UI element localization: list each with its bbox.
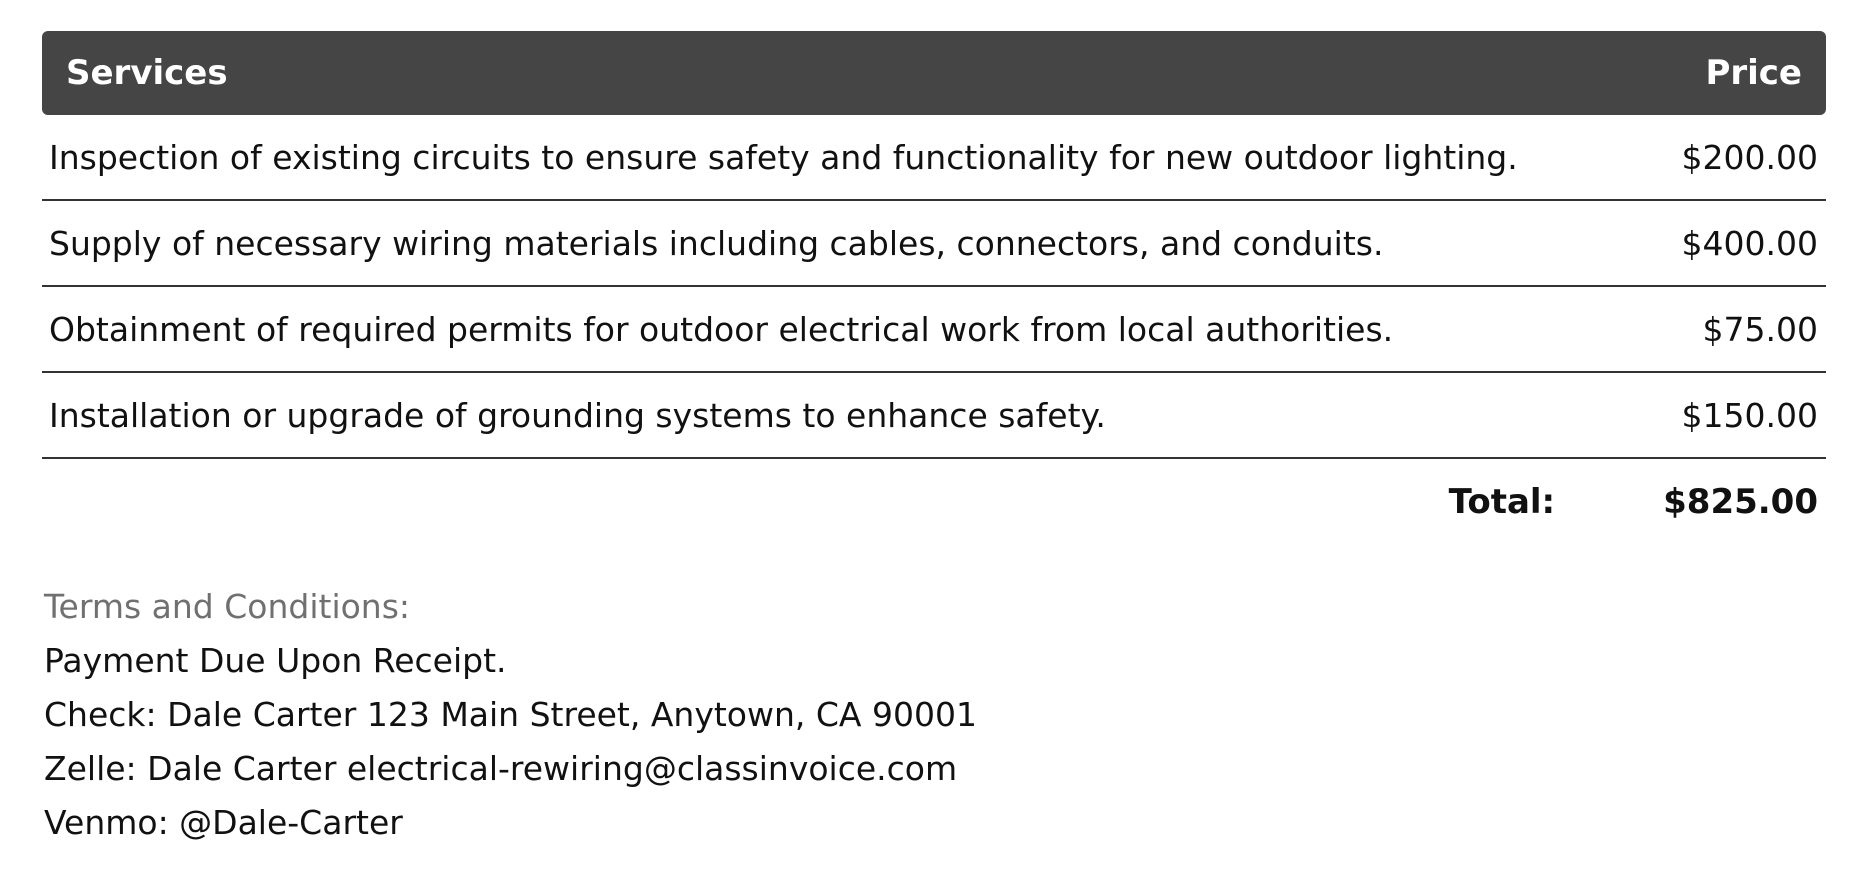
check-payment-line: Check: Dale Carter 123 Main Street, Anytown, CA 90001: [44, 695, 977, 734]
service-description: Inspection of existing circuits to ensure safety and functionality for new outdoor lighting.: [49, 137, 1518, 177]
table-row: [42, 287, 1826, 373]
service-description: Supply of necessary wiring materials including cables, connectors, and conduits.: [49, 223, 1384, 263]
service-price: $150.00: [1681, 395, 1818, 435]
table-header: [42, 31, 1826, 115]
terms-section: [44, 580, 1244, 850]
price-column-header: Price: [1705, 53, 1802, 93]
table-row: [42, 201, 1826, 287]
total-label: Total:: [1448, 482, 1556, 522]
services-column-header: Services: [66, 53, 228, 93]
service-price: $400.00: [1681, 223, 1818, 263]
table-row: [42, 373, 1826, 459]
service-price: $200.00: [1681, 137, 1818, 177]
service-description: Installation or upgrade of grounding systems to enhance safety.: [49, 395, 1106, 435]
table-row: [42, 115, 1826, 201]
service-description: Obtainment of required permits for outdoor electrical work from local authorities.: [49, 309, 1394, 349]
services-table: [42, 31, 1826, 545]
payment-due-line: Payment Due Upon Receipt.: [44, 641, 507, 680]
terms-title: Terms and Conditions:: [44, 587, 411, 626]
zelle-payment-line: Zelle: Dale Carter electrical-rewiring@classinvoice.com: [44, 749, 958, 788]
venmo-payment-line: Venmo: @Dale-Carter: [44, 803, 403, 842]
service-price: $75.00: [1702, 309, 1818, 349]
service-rows: [42, 115, 1826, 459]
total-value: $825.00: [1663, 482, 1818, 522]
total-row: [42, 459, 1826, 545]
